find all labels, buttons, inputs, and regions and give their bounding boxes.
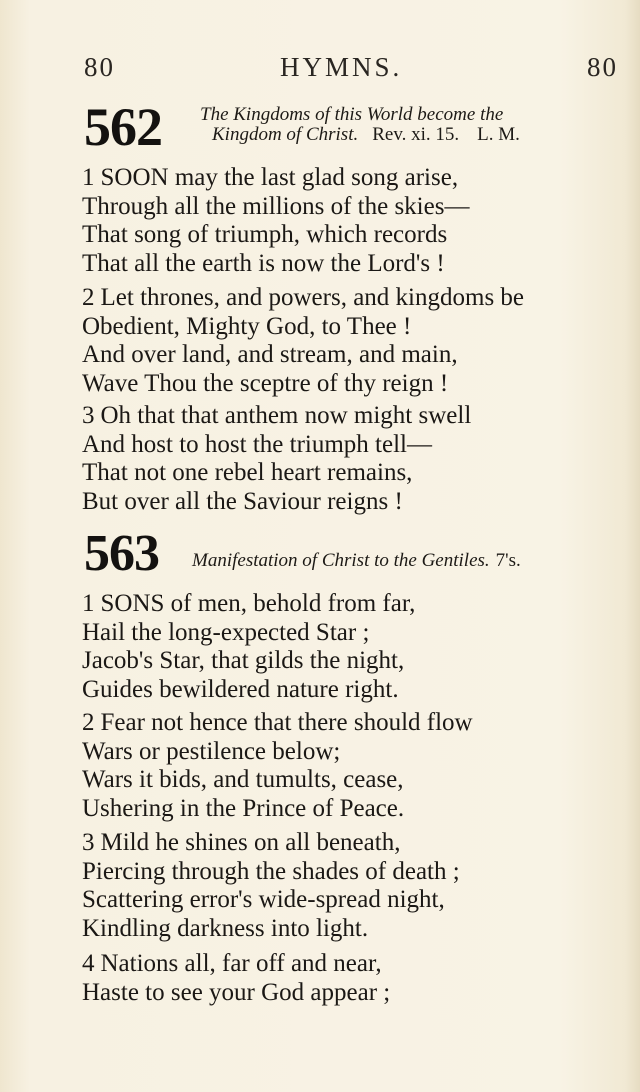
- verse-line: Through all the millions of the skies—: [82, 192, 470, 220]
- hymn-563-heading: [84, 525, 620, 582]
- hymn-title: [192, 550, 521, 572]
- verse-line: Wave Thou the sceptre of thy reign !: [82, 369, 449, 397]
- verse-line: 2 Let thrones, and powers, and kingdoms be: [82, 284, 525, 311]
- hymn-562-verse-3: [82, 402, 622, 516]
- verse-line: That all the earth is now the Lord's !: [82, 249, 445, 277]
- verse-line: Haste to see your God appear ;: [82, 978, 391, 1006]
- hymn-562-verse-2: [82, 284, 622, 398]
- verse-line: Kindling darkness into light.: [82, 914, 369, 942]
- verse-line: 1 SOON may the last glad song arise,: [82, 164, 459, 191]
- verse-number: 3: [82, 829, 95, 856]
- verse-line: That not one rebel heart remains,: [82, 459, 413, 486]
- verse-line: 2 Fear not hence that there should flow: [82, 709, 473, 736]
- verse-line: But over all the Saviour reigns !: [82, 487, 403, 515]
- hymn-title-line2: [212, 124, 520, 146]
- hymn-563-verse-1: [82, 590, 622, 704]
- verse-line: Hail the long-expected Star ;: [82, 618, 370, 646]
- page-number-right: 80: [587, 52, 618, 82]
- verse-line: Wars or pestilence below;: [82, 737, 341, 765]
- hymn-title-line1: The Kingdoms of this World become the: [200, 104, 504, 125]
- verse-line: Piercing through the shades of death ;: [82, 857, 460, 885]
- verse-line: Jacob's Star, that gilds the night,: [82, 647, 405, 674]
- hymn-563-verse-2: [82, 709, 622, 823]
- verse-line: 3 Oh that that anthem now might swell: [82, 402, 472, 429]
- hymn-562-verse-1: [82, 164, 622, 278]
- running-header: [80, 52, 618, 92]
- verse-line: Ushering in the Prince of Peace.: [82, 794, 405, 822]
- verse-line: 1 SONS of men, behold from far,: [82, 590, 416, 617]
- hymn-number: 563: [84, 525, 159, 582]
- verse-number: 2: [82, 284, 95, 311]
- hymn-563-verse-3: [82, 829, 622, 943]
- verse-line: Obedient, Mighty God, to Thee !: [82, 312, 412, 340]
- hymn-562-heading: [84, 97, 620, 158]
- verse-number: 1: [82, 164, 95, 191]
- verse-line: Scattering error's wide-spread night,: [82, 886, 445, 913]
- hymn-563-verse-4: [82, 950, 622, 1007]
- hymn-title-text: Kingdom of Christ.: [212, 124, 359, 145]
- scripture-reference: Rev. xi. 15.: [372, 124, 460, 145]
- verse-line: Guides bewildered nature right.: [82, 675, 399, 703]
- hymn-number: 562: [84, 97, 162, 157]
- hymn-meter: 7's.: [495, 550, 521, 571]
- verse-line: Wars it bids, and tumults, cease,: [82, 766, 404, 793]
- verse-line: And over land, and stream, and main,: [82, 341, 458, 368]
- running-title: HYMNS.: [280, 52, 403, 82]
- page-number-left: 80: [84, 52, 115, 82]
- verse-line: That song of triumph, which records: [82, 221, 448, 248]
- verse-number: 1: [82, 590, 95, 617]
- verse-number: 4: [82, 950, 95, 977]
- verse-line: 4 Nations all, far off and near,: [82, 950, 382, 977]
- verse-line: And host to host the triumph tell—: [82, 430, 432, 458]
- hymn-title-text: Manifestation of Christ to the Gentiles.: [192, 550, 490, 571]
- verse-number: 2: [82, 709, 95, 736]
- verse-line: 3 Mild he shines on all beneath,: [82, 829, 401, 856]
- hymn-meter: L. M.: [477, 124, 520, 145]
- verse-number: 3: [82, 402, 95, 429]
